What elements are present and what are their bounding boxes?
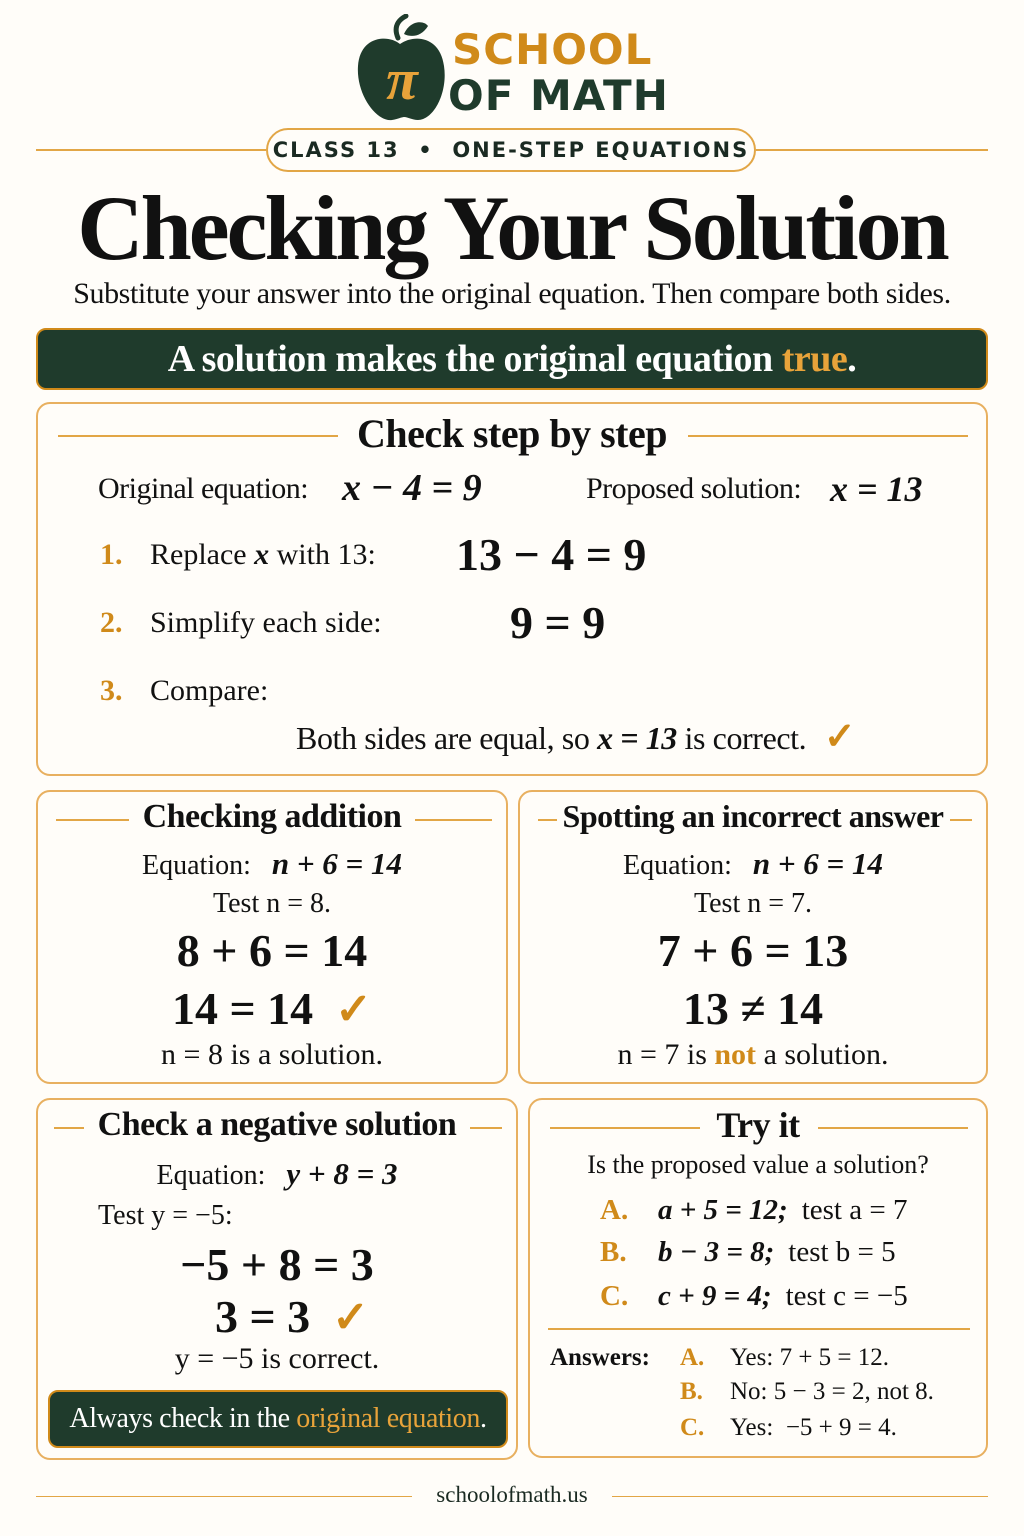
addition-line-1: 8 + 6 = 14	[176, 925, 368, 976]
try-problem-b: B. b − 3 = 8; test b = 5	[600, 1236, 896, 1268]
try-problem-a: A. a + 5 = 12; test a = 7	[600, 1194, 908, 1226]
step-2-label: Simplify each side:	[150, 606, 382, 639]
logo	[352, 14, 448, 126]
addition-equation: Equation: n + 6 = 14	[142, 846, 402, 881]
banner-highlight: true	[781, 338, 848, 380]
incorrect-line-2: 13 ≠ 14	[682, 983, 824, 1034]
negative-result: y = −5 is correct.	[174, 1342, 380, 1375]
step-card	[36, 402, 988, 776]
addition-heading: Checking addition	[38, 798, 506, 836]
negative-heading: Check a negative solution	[38, 1106, 516, 1144]
step-2-equation: 9 = 9	[510, 597, 606, 648]
proposed-solution-label: Proposed solution:	[586, 472, 802, 505]
addition-line-2: 14 = 14 ✓	[171, 983, 373, 1034]
negative-line-1: −5 + 8 = 3	[180, 1239, 374, 1290]
step-3-number: 3.	[100, 674, 123, 707]
incorrect-equation: Equation: n + 6 = 14	[623, 846, 883, 881]
incorrect-card	[518, 790, 988, 1084]
page-subtitle: Substitute your answer into the original equation. Then compare both sides.	[73, 277, 951, 310]
banner-text: A solution makes the original equation	[167, 338, 782, 380]
check-mark-icon: ✓	[332, 1293, 370, 1342]
check-mark-icon: ✓	[823, 716, 856, 758]
negative-equation: Equation: y + 8 = 3	[156, 1156, 398, 1191]
addition-test: Test n = 8.	[212, 888, 332, 919]
original-equation-note: Always check in the original equation.	[48, 1390, 508, 1448]
step-card-heading: Check step by step	[38, 410, 986, 457]
addition-card	[36, 790, 508, 1084]
step-3-label: Compare:	[150, 674, 269, 707]
page-title: Checking Your Solution	[77, 177, 947, 279]
step-conclusion: Both sides are equal, so x = 13 is correct. ✓	[296, 716, 856, 758]
try-it-heading: Try it	[530, 1104, 986, 1146]
pill-rule-left	[36, 149, 266, 151]
answers-divider	[548, 1328, 970, 1330]
incorrect-line-1: 7 + 6 = 13	[657, 925, 849, 976]
banner-period: .	[847, 338, 857, 380]
pi-symbol: π	[386, 47, 418, 112]
try-it-card	[528, 1098, 988, 1458]
negative-test: Test y = −5:	[98, 1200, 233, 1231]
negative-line-2: 3 = 3 ✓	[214, 1291, 370, 1342]
answers-label: Answers:	[550, 1344, 650, 1371]
answer-b: B. No: 5 − 3 = 2, not 8.	[680, 1378, 934, 1405]
answer-a: A. Yes: 7 + 5 = 12.	[680, 1344, 890, 1371]
negative-card	[36, 1098, 518, 1460]
footer-rule-left	[36, 1496, 412, 1497]
answer-c: C. Yes: −5 + 9 = 4.	[680, 1414, 897, 1441]
step-2-number: 2.	[100, 606, 123, 639]
incorrect-result: n = 7 is not a solution.	[617, 1038, 889, 1071]
brand-name-line1: SCHOOL	[452, 25, 653, 74]
footer-url: schoolofmath.us	[436, 1482, 588, 1507]
try-it-prompt: Is the proposed value a solution?	[587, 1150, 929, 1179]
original-equation-label: Original equation:	[98, 472, 309, 505]
step-1-label: Replace x with 13:	[150, 538, 376, 571]
class-pill	[266, 128, 756, 172]
footer-rule-right	[612, 1496, 988, 1497]
incorrect-heading: Spotting an incorrect answer	[520, 798, 986, 835]
step-1-equation: 13 − 4 = 9	[456, 529, 647, 580]
original-equation: x − 4 = 9	[342, 467, 482, 509]
class-pill-text: CLASS 13 • ONE-STEP EQUATIONS	[272, 138, 750, 162]
brand-name-line2: OF MATH	[448, 71, 669, 120]
step-1-number: 1.	[100, 538, 123, 571]
key-idea-banner	[36, 328, 988, 390]
incorrect-test: Test n = 7.	[693, 888, 813, 919]
pill-rule-right	[756, 149, 988, 151]
addition-result: n = 8 is a solution.	[161, 1038, 383, 1071]
try-problem-c: C. c + 9 = 4; test c = −5	[600, 1280, 908, 1312]
check-mark-icon: ✓	[335, 985, 373, 1034]
proposed-solution: x = 13	[830, 469, 923, 509]
